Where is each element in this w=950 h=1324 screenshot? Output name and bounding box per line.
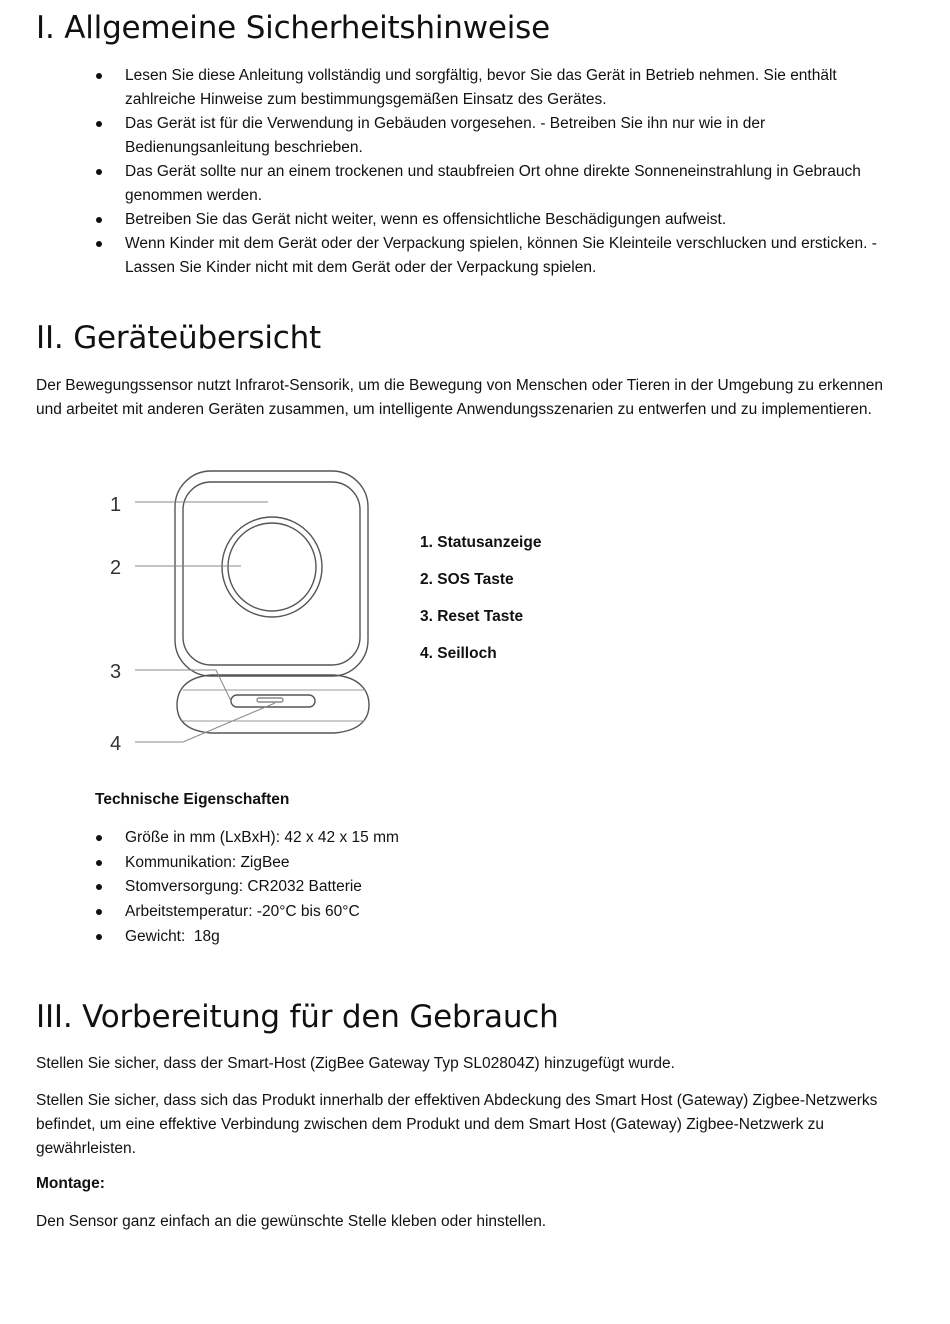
section-2-heading: II. Geräteübersicht: [36, 320, 322, 356]
section-1-heading: I. Allgemeine Sicherheitshinweise: [36, 10, 550, 46]
legend-item: 2. SOS Taste: [420, 571, 514, 588]
diagram-number-2: 2: [110, 557, 122, 579]
specs-heading: Technische Eigenschaften: [95, 791, 290, 808]
diagram-number-1: 1: [110, 494, 122, 516]
list-item: Arbeitstemperatur: -20°C bis 60°C: [96, 900, 896, 925]
list-item: Das Gerät sollte nur an einem trockenen und staubfreien Ort ohne direkte Sonneneinstrahlung in Gebrauch genommen werden.: [96, 160, 896, 208]
list-item: Wenn Kinder mit dem Gerät oder der Verpackung spielen, können Sie Kleinteile verschlucken und ersticken. - Lassen Sie Kinder nicht mit dem Gerät oder der Verpackung spielen.: [96, 232, 896, 280]
coverage-paragraph: Stellen Sie sicher, dass sich das Produkt innerhalb der effektiven Abdeckung des Smart Host (Gateway) Zigbee-Netzwerks befindet, um eine effektive Verbindung zwischen dem Produkt und dem Smart Host (Gateway) Zigbee-Netzwerk zu gewährleisten.: [36, 1092, 878, 1157]
rope-hole: [257, 698, 283, 702]
list-item: Lesen Sie diese Anleitung vollständig und sorgfältig, bevor Sie das Gerät in Betrieb nehmen. Sie enthält zahlreiche Hinweise zum bestimmungsgemäßen Einsatz des Gerätes.: [96, 64, 896, 112]
safety-list: [96, 64, 896, 280]
legend-item: 4. Seilloch: [420, 645, 497, 662]
device-face-outline: [183, 482, 360, 665]
list-item: Größe in mm (LxBxH): 42 x 42 x 15 mm: [96, 826, 896, 851]
reset-slot: [231, 695, 315, 707]
parts-legend: [420, 531, 541, 679]
device-diagram: [95, 465, 385, 765]
mounting-paragraph: Den Sensor ganz einfach an die gewünschte Stelle kleben oder hinstellen.: [36, 1213, 547, 1230]
mounting-label: Montage:: [36, 1175, 105, 1192]
list-item: Stomversorgung: CR2032 Batterie: [96, 875, 896, 900]
list-item: Kommunikation: ZigBee: [96, 851, 896, 876]
legend-item: 3. Reset Taste: [420, 608, 524, 625]
specs-list: [96, 826, 896, 950]
sos-button-inner-ring: [228, 523, 316, 611]
list-item: Das Gerät ist für die Verwendung in Gebäuden vorgesehen. - Betreiben Sie ihn nur wie in der Bedienungsanleitung beschrieben.: [96, 112, 896, 160]
legend-item: 1. Statusanzeige: [420, 534, 542, 551]
section-3-heading: III. Vorbereitung für den Gebrauch: [36, 999, 559, 1035]
list-item: Betreiben Sie das Gerät nicht weiter, wenn es offensichtliche Beschädigungen aufweist.: [96, 208, 896, 232]
list-item: Gewicht: 18g: [96, 925, 896, 950]
sos-button-outer-ring: [222, 517, 322, 617]
diagram-number-3: 3: [110, 661, 122, 683]
host-paragraph: Stellen Sie sicher, dass der Smart-Host (ZigBee Gateway Typ SL02804Z) hinzugefügt wurde.: [36, 1055, 675, 1072]
device-intro-paragraph: Der Bewegungssensor nutzt Infrarot-Sensorik, um die Bewegung von Menschen oder Tieren in der Umgebung zu erkennen und arbeitet mit anderen Geräten zusammen, um intelligente Anwendungsszenarien zu entwerfen und zu implementieren.: [36, 377, 883, 418]
diagram-number-4: 4: [110, 733, 122, 755]
